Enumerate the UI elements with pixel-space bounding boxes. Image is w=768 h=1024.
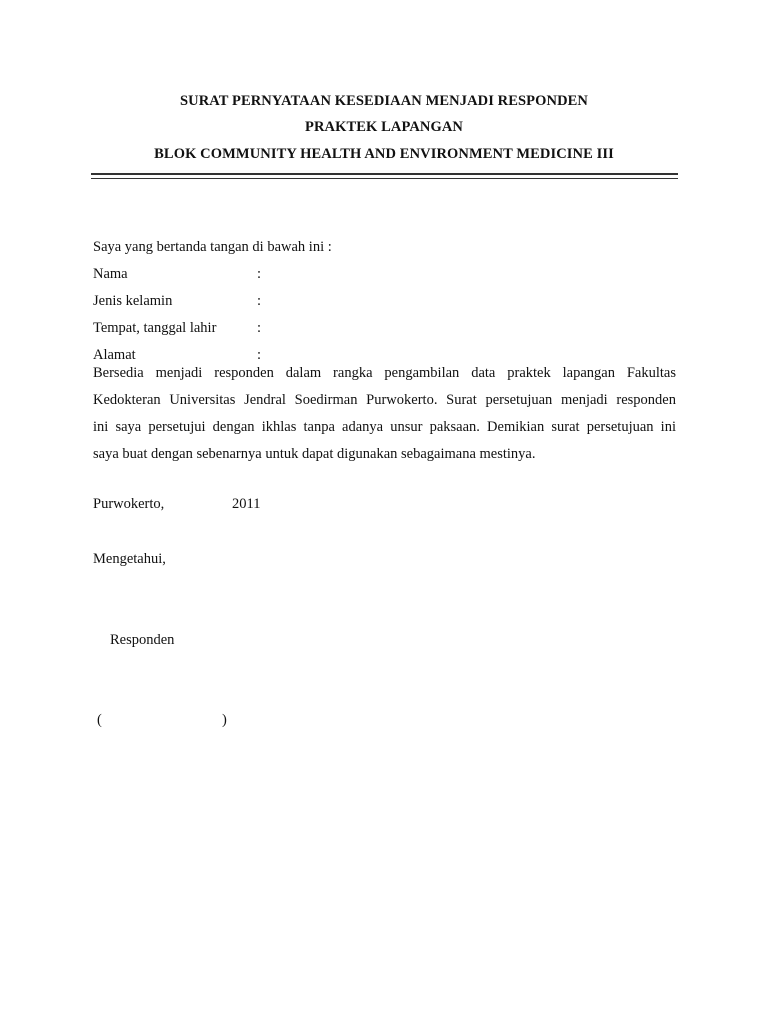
paragraph-line: saya buat dengan sebenarnya untuk dapat digunakan sebagaimana mestinya.	[93, 446, 536, 462]
document-subtitle: PRAKTEK LAPANGAN	[304, 119, 463, 135]
acknowledgement-label: Mengetahui,	[93, 551, 166, 567]
paragraph-line: ini saya persetujui dengan ikhlas tanpa adanya unsur paksaan. Demikian surat persetujuan ini	[93, 419, 676, 435]
document-block-title: BLOK COMMUNITY HEALTH AND ENVIRONMENT MEDICINE III	[154, 146, 614, 162]
field-separator: :	[257, 266, 262, 282]
header-divider-thick	[91, 173, 678, 175]
consent-paragraph	[93, 360, 676, 468]
document-title: SURAT PERNYATAAN KESEDIAAN MENJADI RESPONDEN	[179, 93, 589, 109]
field-separator: :	[257, 320, 262, 336]
signature-close-paren: )	[222, 712, 227, 728]
paragraph-line: Kedokteran Universitas Jendral Soedirman Purwokerto. Surat persetujuan menjadi responden	[93, 392, 676, 408]
intro-statement: Saya yang bertanda tangan di bawah ini :	[93, 239, 332, 255]
signature-open-paren: (	[97, 712, 102, 728]
field-label-gender: Jenis kelamin	[93, 293, 173, 309]
field-label-birth: Tempat, tanggal lahir	[93, 320, 217, 336]
header-divider-thin	[91, 178, 678, 179]
year-label: 2011	[232, 496, 261, 512]
field-separator: :	[257, 293, 262, 309]
paragraph-line: Bersedia menjadi responden dalam rangka pengambilan data praktek lapangan Fakultas	[93, 365, 676, 381]
place-label: Purwokerto,	[93, 496, 165, 512]
field-label-name: Nama	[93, 266, 128, 282]
field-label-address: Alamat	[93, 347, 136, 363]
respondent-label: Responden	[110, 632, 175, 648]
field-separator: :	[257, 347, 262, 363]
